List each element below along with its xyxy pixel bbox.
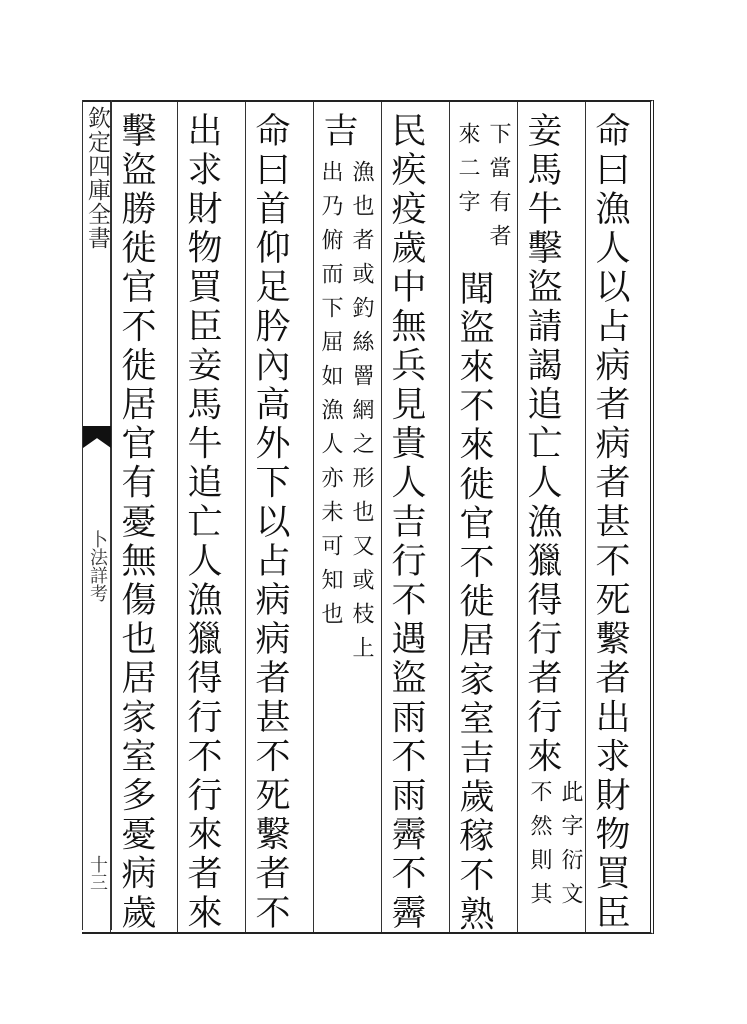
column-rule bbox=[245, 102, 246, 932]
text-column-1: 命曰漁人以占病者病者甚不死繫者出求財物買臣 bbox=[590, 112, 630, 934]
text-column-7: 出求財物買臣妾馬牛追亡人漁獵得行不行來者來 bbox=[182, 112, 222, 934]
column-rule bbox=[177, 102, 178, 932]
annotation-column-5-right: 漁也者或釣絲罾網之形也又或枝上 bbox=[349, 160, 374, 670]
text-column-3: 聞盜來不來徙官不徙居家室吉歲稼不熟 bbox=[454, 270, 494, 935]
section-title: 卜法詳考 bbox=[87, 530, 108, 602]
column-rule bbox=[517, 102, 518, 932]
annotation-column-5-left: 出乃俯而下屈如漁人亦未可知也 bbox=[318, 160, 343, 636]
text-column-8: 擊盜勝徙官不徙居官有憂無傷也居家室多憂病歲 bbox=[116, 112, 156, 934]
column-rule bbox=[313, 102, 314, 932]
fishtail-mark-icon bbox=[83, 426, 111, 448]
text-column-4: 民疾疫歲中無兵見貴人吉行不遇盜雨不雨霽不霽 bbox=[386, 112, 426, 934]
annotation-column-2-right: 此字衍文 bbox=[558, 780, 583, 916]
annotation-column-3-left: 來二字 bbox=[455, 122, 480, 224]
annotation-column-2-left: 不然則其 bbox=[527, 780, 552, 916]
book-title: 欽定四庫全書 bbox=[84, 106, 110, 250]
page-margin-center bbox=[82, 100, 112, 930]
page-number: 十三 bbox=[87, 855, 108, 891]
column-rule bbox=[585, 102, 586, 932]
text-column-2: 妾馬牛擊盜請謁追亡人漁獵得行者行來 bbox=[522, 112, 562, 777]
text-column-6: 命曰首仰足肣內高外下以占病病者甚不死繫者不 bbox=[250, 112, 290, 934]
column-rule bbox=[449, 102, 450, 932]
annotation-column-3-right: 下當有者 bbox=[486, 122, 511, 258]
column-rule bbox=[381, 102, 382, 932]
text-column-5: 吉 bbox=[318, 112, 358, 152]
